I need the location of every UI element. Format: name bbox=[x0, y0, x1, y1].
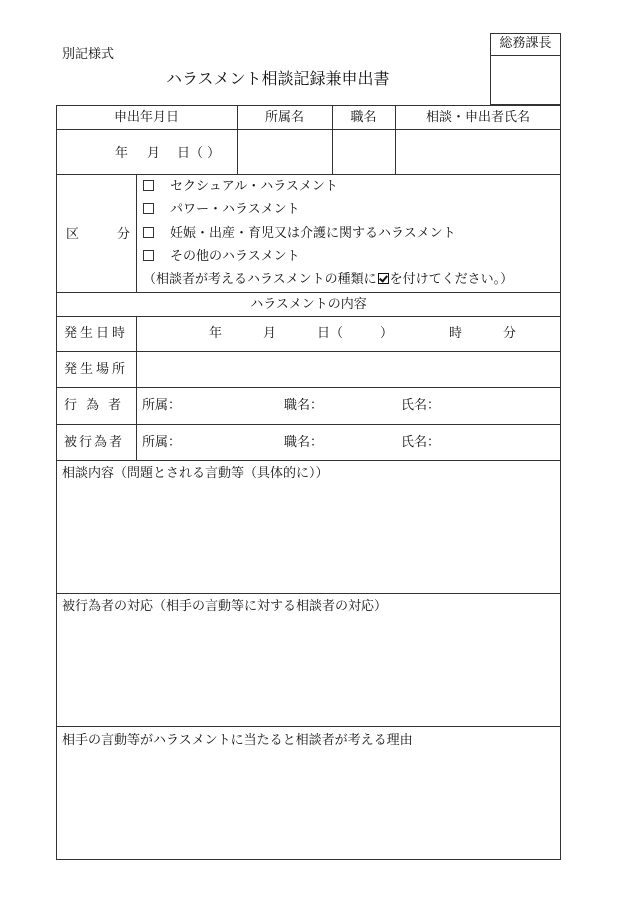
category-option[interactable]: セクシュアル・ハラスメント bbox=[143, 179, 338, 195]
col-name-header: 相談・申出者氏名 bbox=[425, 110, 530, 125]
form-title: ハラスメント相談記録兼申出書 bbox=[166, 69, 390, 88]
reason-textarea[interactable] bbox=[57, 753, 560, 859]
occ-hour-label: 時 bbox=[449, 326, 463, 341]
actor-position-label: 職名： bbox=[284, 398, 324, 413]
category-option[interactable]: パワー・ハラスメント bbox=[143, 202, 300, 218]
checked-box-icon bbox=[378, 273, 389, 284]
actor-name-label: 氏名： bbox=[401, 398, 441, 413]
category-label-1: 区 bbox=[66, 227, 80, 242]
occ-close-label: ） bbox=[380, 326, 394, 341]
category-note: （相談者が考えるハラスメントの種類に を付けてください。） bbox=[143, 272, 514, 287]
occurrence-label: 発生日時 bbox=[64, 326, 129, 341]
col-affiliation-header: 所属名 bbox=[264, 110, 304, 125]
occ-minute-label: 分 bbox=[503, 326, 517, 341]
applicant-name-value[interactable] bbox=[396, 130, 560, 173]
occ-year-label: 年 bbox=[209, 326, 223, 341]
category-label-2: 分 bbox=[117, 227, 131, 242]
date-day-label: 日（ ） bbox=[177, 146, 221, 161]
checkbox-icon[interactable] bbox=[143, 250, 154, 261]
actor-label: 行為者 bbox=[64, 398, 131, 413]
victim-position-label: 職名： bbox=[284, 435, 324, 450]
victim-name-label: 氏名： bbox=[401, 435, 441, 450]
details-section-title: ハラスメントの内容 bbox=[250, 297, 367, 312]
occ-month-label: 月 bbox=[263, 326, 277, 341]
victim-label: 被行為者 bbox=[64, 435, 125, 450]
date-year-label: 年 bbox=[115, 146, 129, 161]
place-value[interactable] bbox=[137, 352, 560, 386]
response-section-label: 被行為者の対応（相手の言動等に対する相談者の対応） bbox=[62, 599, 388, 614]
checkbox-icon[interactable] bbox=[143, 203, 154, 214]
content-section-label: 相談内容（問題とされる言動等（具体的に）） bbox=[62, 466, 329, 481]
reason-section-label: 相手の言動等がハラスメントに当たると相談者が考える理由 bbox=[62, 733, 413, 748]
form-label: 別記様式 bbox=[62, 47, 115, 62]
checkbox-icon[interactable] bbox=[143, 180, 154, 191]
position-value[interactable] bbox=[333, 130, 394, 173]
actor-affiliation-label: 所属： bbox=[142, 398, 182, 413]
date-month-label: 月 bbox=[147, 146, 161, 161]
approval-label: 総務課長 bbox=[499, 36, 552, 51]
col-date-header: 申出年月日 bbox=[113, 110, 179, 125]
col-position-header: 職名 bbox=[350, 110, 377, 125]
affiliation-value[interactable] bbox=[238, 130, 331, 173]
response-textarea[interactable] bbox=[57, 619, 560, 725]
victim-affiliation-label: 所属： bbox=[142, 435, 182, 450]
category-option[interactable]: 妊娠・出産・育児又は介護に関するハラスメント bbox=[143, 226, 456, 242]
category-option[interactable]: その他のハラスメント bbox=[143, 249, 300, 265]
place-label: 発生場所 bbox=[64, 362, 129, 377]
content-textarea[interactable] bbox=[57, 486, 560, 592]
checkbox-icon[interactable] bbox=[143, 227, 154, 238]
occ-day-label: 日（ bbox=[317, 326, 344, 341]
